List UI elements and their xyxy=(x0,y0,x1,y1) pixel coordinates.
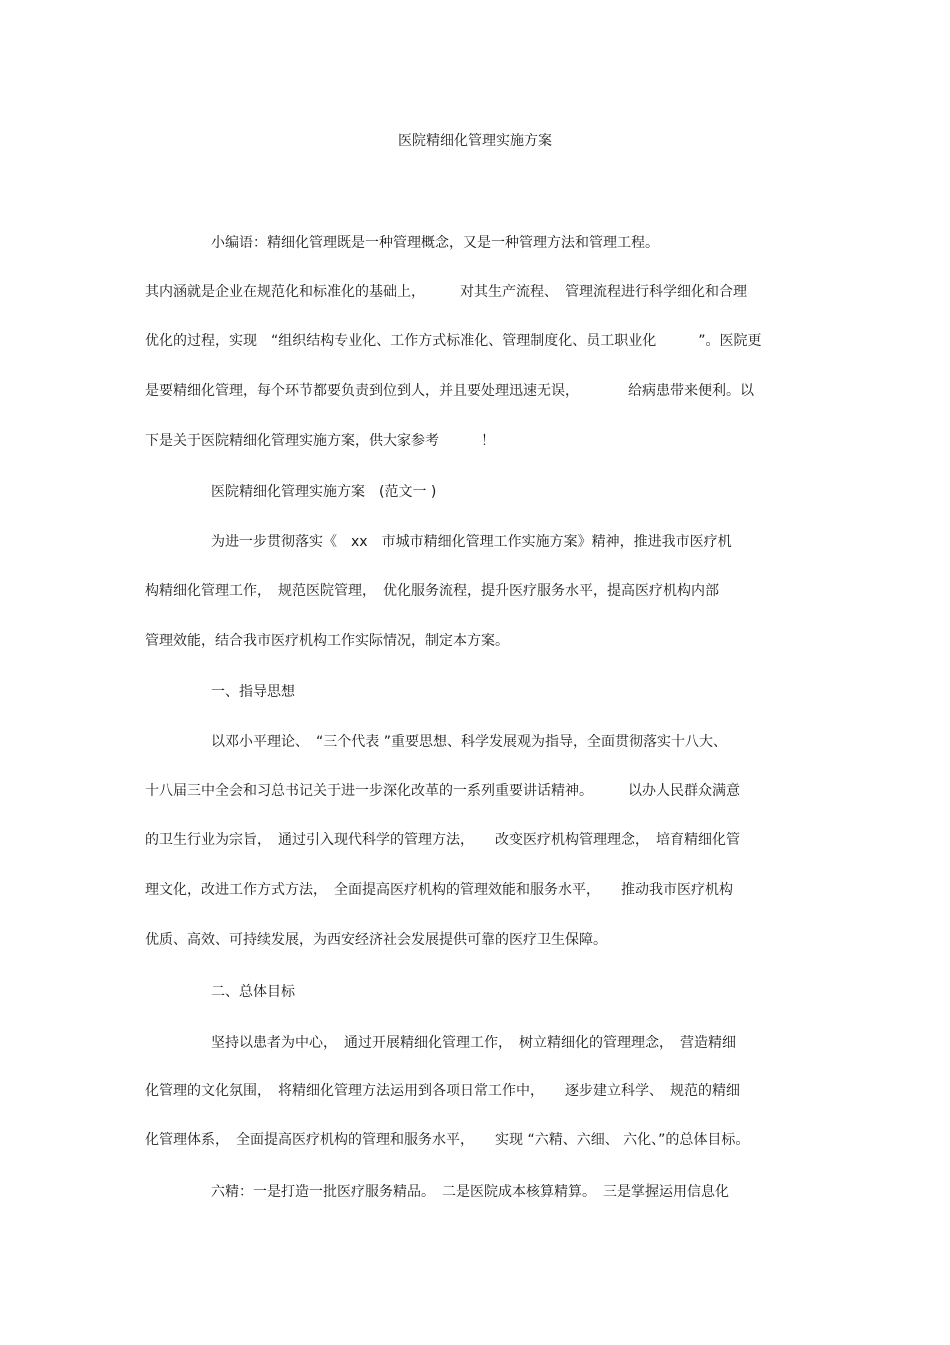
paragraph-line: 小编语：精细化管理既是一种管理概念，又是一种管理方法和管理工程。 xyxy=(211,235,659,251)
paragraph-line: 优化的过程，实现 “组织结构专业化、工作方式标准化、管理制度化、员工职业化 ”。医院更 xyxy=(145,333,762,349)
section-heading: 二、总体目标 xyxy=(211,984,295,1000)
document-title: 医院精细化管理实施方案 xyxy=(398,133,552,149)
paragraph-line: 为进一步贯彻落实《 xx 市城市精细化管理工作实施方案》精神，推进我市医疗机 xyxy=(211,534,732,550)
paragraph-line: 优质、高效、可持续发展，为西安经济社会发展提供可靠的医疗卫生保障。 xyxy=(145,932,607,948)
paragraph-line: 坚持以患者为中心， 通过开展精细化管理工作， 树立精细化的管理理念， 营造精细 xyxy=(211,1035,736,1051)
paragraph-line: 构精细化管理工作， 规范医院管理， 优化服务流程，提升医疗服务水平，提高医疗机构内部 xyxy=(145,583,719,599)
paragraph-line: 理文化，改进工作方式方法， 全面提高医疗机构的管理效能和服务水平， 推动我市医疗机构 xyxy=(145,882,733,898)
paragraph-line: 管理效能，结合我市医疗机构工作实际情况，制定本方案。 xyxy=(145,633,509,649)
paragraph-line: 下是关于医院精细化管理实施方案，供大家参考 ！ xyxy=(145,433,495,449)
paragraph-line: 化管理体系， 全面提高医疗机构的管理和服务水平， 实现 “六精、六细、 六化、”的总体目标。 xyxy=(145,1132,750,1148)
paragraph-line: 其内涵就是企业在规范化和标准化的基础上， 对其生产流程、 管理流程进行科学细化和合理 xyxy=(145,284,747,300)
paragraph-line: 六精：一是打造一批医疗服务精品。 二是医院成本核算精算。 三是掌握运用信息化 xyxy=(211,1184,729,1200)
paragraph-line: 是要精细化管理，每个环节都要负责到位到人，并且要处理迅速无误， 给病患带来便利。以 xyxy=(145,383,754,399)
paragraph-line: 化管理的文化氛围， 将精细化管理方法运用到各项日常工作中， 逐步建立科学、 规范的精细 xyxy=(145,1083,740,1099)
section-heading: 医院精细化管理实施方案 (范文一 ) xyxy=(211,484,437,500)
paragraph-line: 以邓小平理论、 “三个代表 ”重要思想、科学发展观为指导，全面贯彻落实十八大、 xyxy=(211,734,727,750)
section-heading: 一、指导思想 xyxy=(211,684,295,700)
paragraph-line: 的卫生行业为宗旨， 通过引入现代科学的管理方法， 改变医疗机构管理理念， 培育精细化管 xyxy=(145,832,740,848)
paragraph-line: 十八届三中全会和习总书记关于进一步深化改革的一系列重要讲话精神。 以办人民群众满意 xyxy=(145,783,740,799)
